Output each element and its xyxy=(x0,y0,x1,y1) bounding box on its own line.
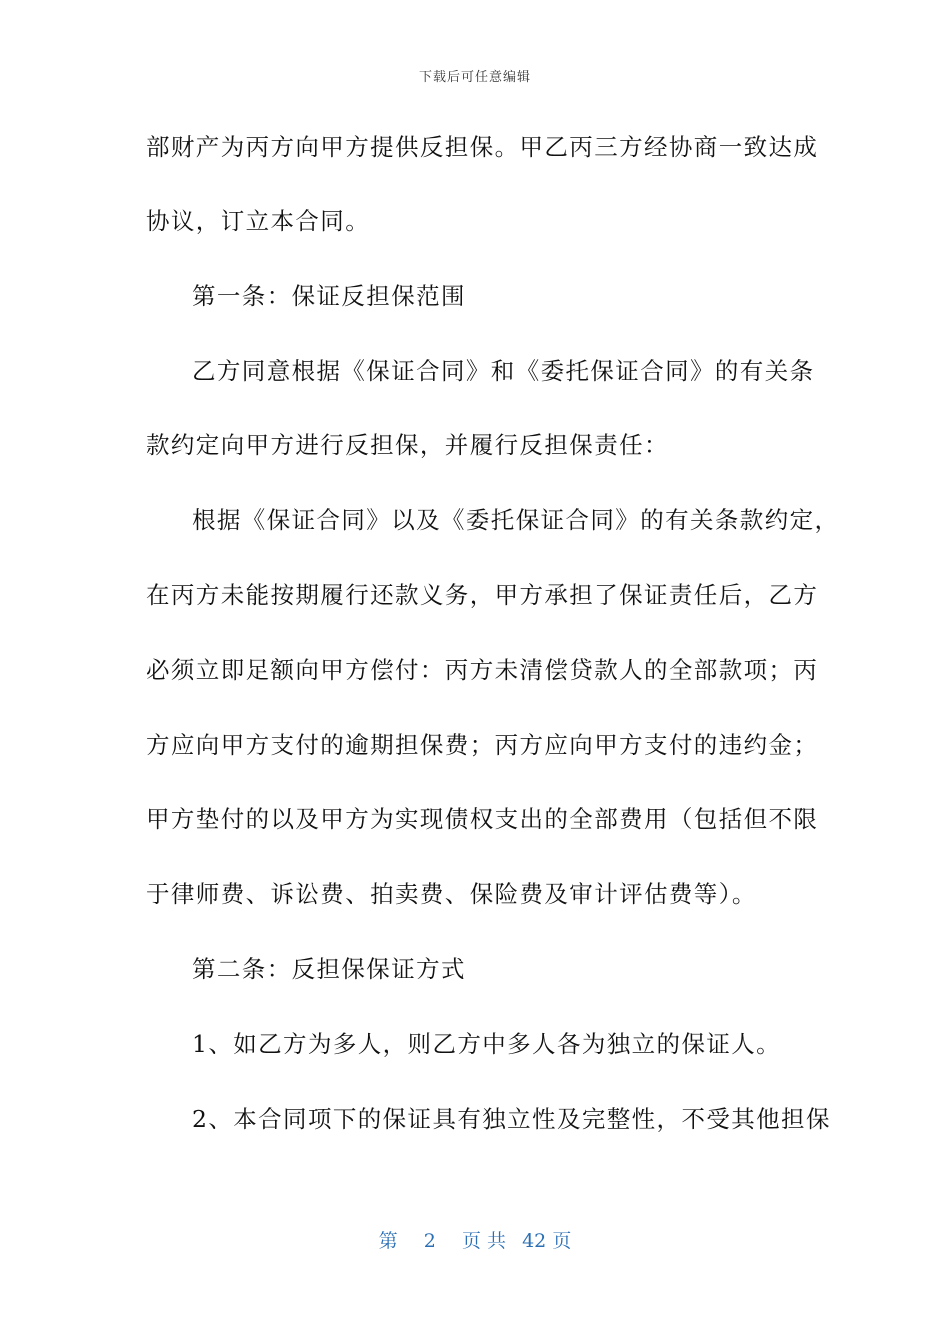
paragraph-line: 部财产为丙方向甲方提供反担保。甲乙丙三方经协商一致达成 xyxy=(146,133,819,161)
paragraph-line: 必须立即足额向甲方偿付：丙方未清偿贷款人的全部款项；丙 xyxy=(146,656,819,684)
paragraph-line: 在丙方未能按期履行还款义务，甲方承担了保证责任后，乙方 xyxy=(146,581,819,609)
footer-prefix: 第 xyxy=(378,1230,398,1252)
page-footer xyxy=(0,1226,950,1253)
paragraph-line: 甲方垫付的以及甲方为实现债权支出的全部费用（包括但不限 xyxy=(146,805,819,833)
total-pages-number: 42 xyxy=(522,1230,547,1252)
paragraph-line: 乙方同意根据《保证合同》和《委托保证合同》的有关条 xyxy=(192,357,815,385)
list-item: 1、如乙方为多人，则乙方中多人各为独立的保证人。 xyxy=(192,1030,782,1058)
paragraph-line: 于律师费、诉讼费、拍卖费、保险费及审计评估费等）。 xyxy=(146,880,757,908)
paragraph-line: 根据《保证合同》以及《委托保证合同》的有关条款约定， xyxy=(192,506,840,534)
paragraph-line: 协议，订立本合同。 xyxy=(146,207,371,235)
current-page-number: 2 xyxy=(423,1230,436,1252)
list-item: 2、本合同项下的保证具有独立性及完整性，不受其他担保 xyxy=(192,1105,831,1133)
paragraph-line: 方应向甲方支付的逾期担保费；丙方应向甲方支付的违约金； xyxy=(146,731,819,759)
footer-middle: 页 共 xyxy=(461,1230,506,1252)
section-heading: 第二条：反担保保证方式 xyxy=(192,955,466,983)
paragraph-line: 款约定向甲方进行反担保，并履行反担保责任： xyxy=(146,431,669,459)
section-heading: 第一条：保证反担保范围 xyxy=(192,282,466,310)
page-header: 下载后可任意编辑 xyxy=(418,70,531,85)
footer-suffix: 页 xyxy=(552,1230,572,1252)
